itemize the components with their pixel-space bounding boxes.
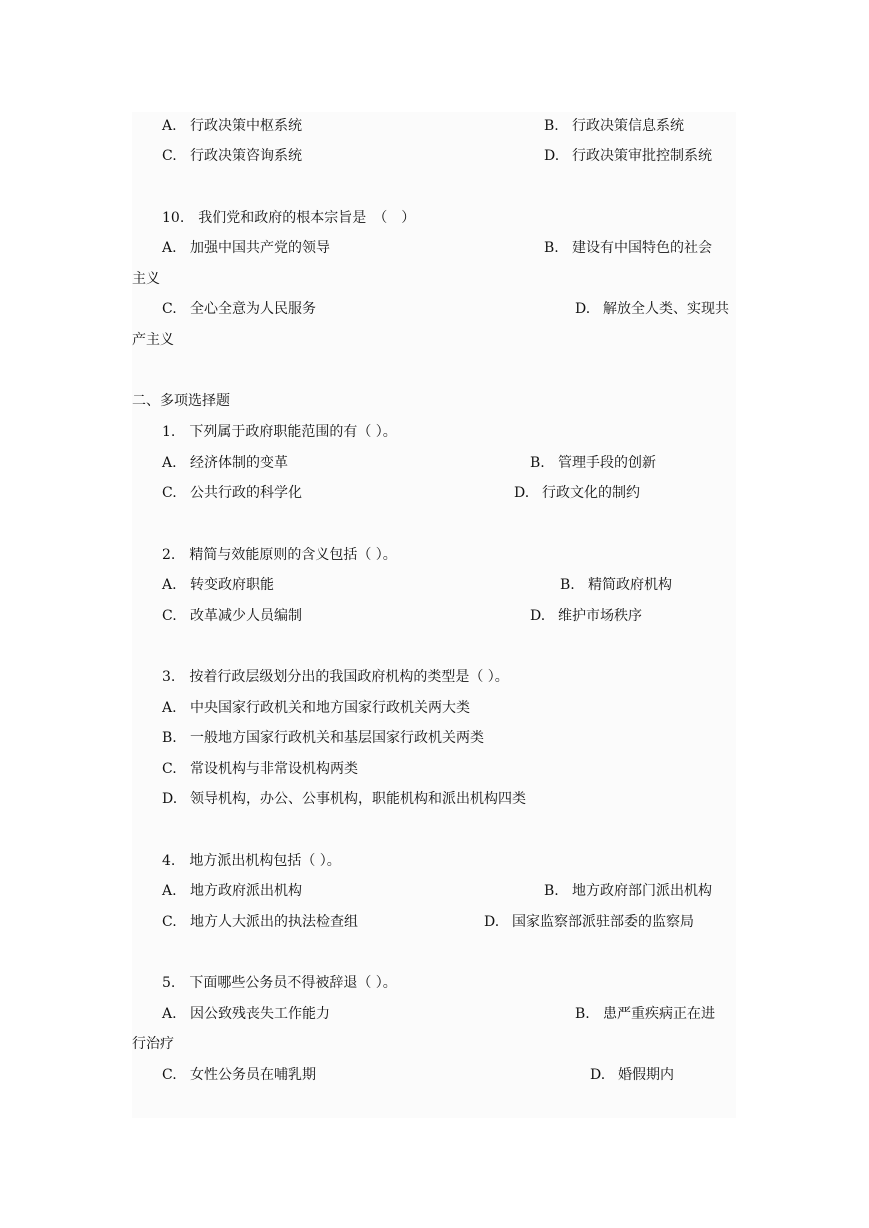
m2-option-d: D. 维护市场秩序	[530, 608, 642, 624]
m2-question: 2. 精简与效能原则的含义包括（ ）。	[162, 547, 397, 563]
q9-option-b: B. 行政决策信息系统	[544, 118, 684, 134]
m5-option-a: A. 因公致残丧失工作能力	[162, 1006, 330, 1022]
m3-question: 3. 按着行政层级划分出的我国政府机构的类型是（ ）。	[162, 669, 509, 685]
m2-option-a: A. 转变政府职能	[162, 577, 274, 593]
m2-option-c: C. 改革减少人员编制	[162, 608, 302, 624]
m4-option-b: B. 地方政府部门派出机构	[544, 883, 712, 899]
q10-option-b: B. 建设有中国特色的社会	[544, 240, 712, 256]
section-heading: 二、多项选择题	[132, 393, 230, 409]
m3-option-d: D. 领导机构，办公、公事机构，职能机构和派出机构四类	[162, 791, 526, 807]
q9-option-d: D. 行政决策审批控制系统	[544, 148, 712, 164]
q10-option-d-continuation: 产主义	[132, 332, 174, 348]
m4-question: 4. 地方派出机构包括（ ）。	[162, 853, 341, 869]
m1-option-d: D. 行政文化的制约	[514, 485, 640, 501]
m5-question: 5. 下面哪些公务员不得被辞退（ ）。	[162, 975, 397, 991]
q10-option-c: C. 全心全意为人民服务	[162, 301, 316, 317]
m4-option-c: C. 地方人大派出的执法检查组	[162, 914, 358, 930]
m4-option-d: D. 国家监察部派驻部委的监察局	[484, 914, 694, 930]
m5-option-d: D. 婚假期内	[590, 1067, 674, 1083]
m5-option-b: B. 患严重疾病正在进	[575, 1006, 715, 1022]
m1-option-b: B. 管理手段的创新	[530, 455, 656, 471]
m4-option-a: A. 地方政府派出机构	[162, 883, 302, 899]
m1-question: 1. 下列属于政府职能范围的有（ ）。	[162, 424, 397, 440]
q10-option-d: D. 解放全人类、实现共	[575, 301, 729, 317]
q10-question: 10. 我们党和政府的根本宗旨是 （ ）	[162, 210, 416, 226]
m3-option-a: A. 中央国家行政机关和地方国家行政机关两大类	[162, 700, 470, 716]
q10-option-b-continuation: 主义	[132, 271, 160, 287]
m5-option-c: C. 女性公务员在哺乳期	[162, 1067, 316, 1083]
m5-option-b-continuation: 行治疗	[132, 1036, 174, 1052]
m3-option-c: C. 常设机构与非常设机构两类	[162, 761, 358, 777]
q10-option-a: A. 加强中国共产党的领导	[162, 240, 330, 256]
m2-option-b: B. 精简政府机构	[560, 577, 672, 593]
m1-option-c: C. 公共行政的科学化	[162, 485, 302, 501]
m3-option-b: B. 一般地方国家行政机关和基层国家行政机关两类	[162, 730, 484, 746]
q9-option-c: C. 行政决策咨询系统	[162, 148, 302, 164]
m1-option-a: A. 经济体制的变革	[162, 455, 288, 471]
q9-option-a: A. 行政决策中枢系统	[162, 118, 302, 134]
